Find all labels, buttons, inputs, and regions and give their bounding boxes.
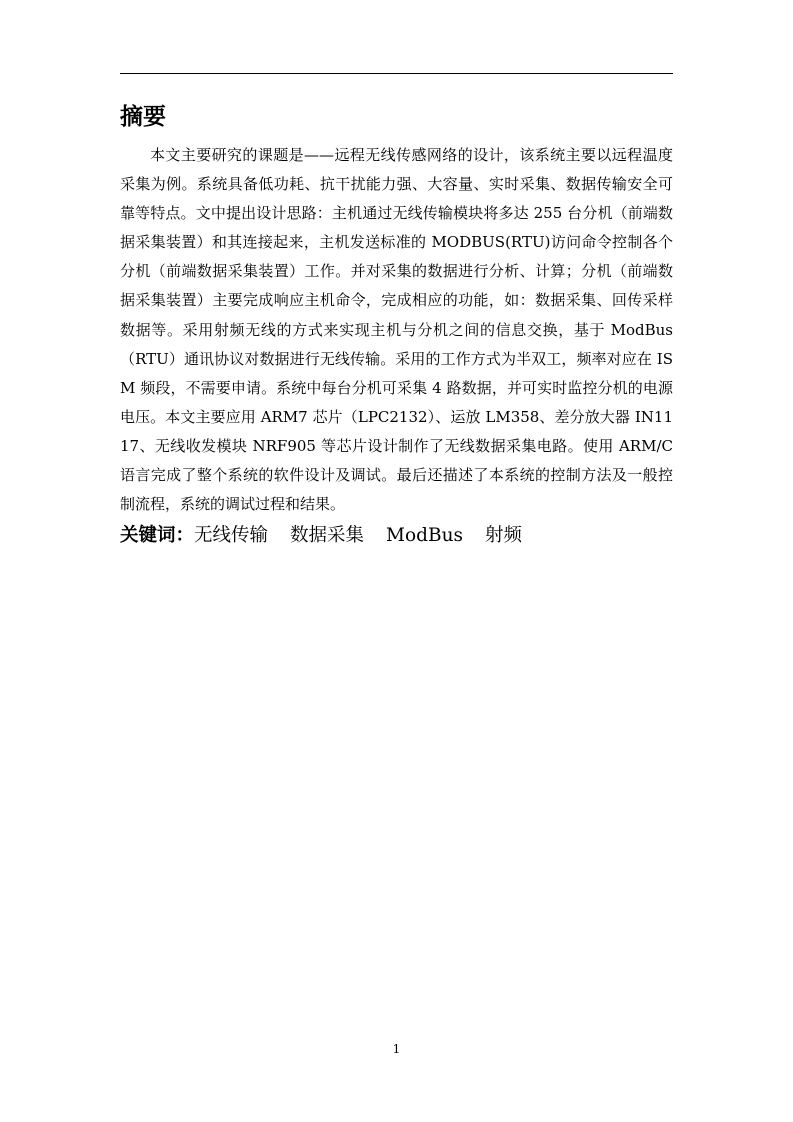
page-title: 摘要 (120, 103, 166, 130)
keyword-item: 无线传输 (194, 525, 269, 547)
keyword-item: 射频 (484, 525, 522, 547)
page-number: 1 (392, 1042, 401, 1056)
keyword-item: 数据采集 (290, 525, 365, 547)
abstract-section (120, 100, 673, 551)
header-rule (120, 73, 673, 74)
keywords-label: 关键词： (120, 525, 195, 547)
keyword-item: ModBus (386, 525, 463, 547)
keywords-line (120, 521, 673, 551)
abstract-body: 本文主要研究的课题是——远程无线传感网络的设计，该系统主要以远程温度采集为例。系统具备低功耗、抗干扰能力强、大容量、实时采集、数据传输安全可靠等特点。文中提出设计思路：主机通过无线传输模块将多达 255 台分机（前端数据采集装置）和其连接起来，主机发送标准的 MODBUS(RTU)访问命令控制各个分机（前端数据采集装置）工作。并对采集的数据进行分析、计算；分机（前端数据采集装置）主要完成响应主机命令，完成相应的功能，如：数据采集、回传采样数据等。采用射频无线的方式来实现主机与分机之间的信息交换，基于 ModBus（RTU）通讯协议对数据进行无线传输。采用的工作方式为半双工，频率对应在 ISM 频段，不需要申请。系统中每台分机可采集 4 路数据，并可实时监控分机的电源电压。本文主要应用 ARM7 芯片（LPC2132）、运放 LM358、差分放大器 IN1117、无线收发模块 NRF905 等芯片设计制作了无线数据采集电路。使用 ARM/C 语言完成了整个系统的软件设计及调试。最后还描述了本系统的控制方法及一般控制流程，系统的调试过程和结果。 (120, 146, 673, 514)
